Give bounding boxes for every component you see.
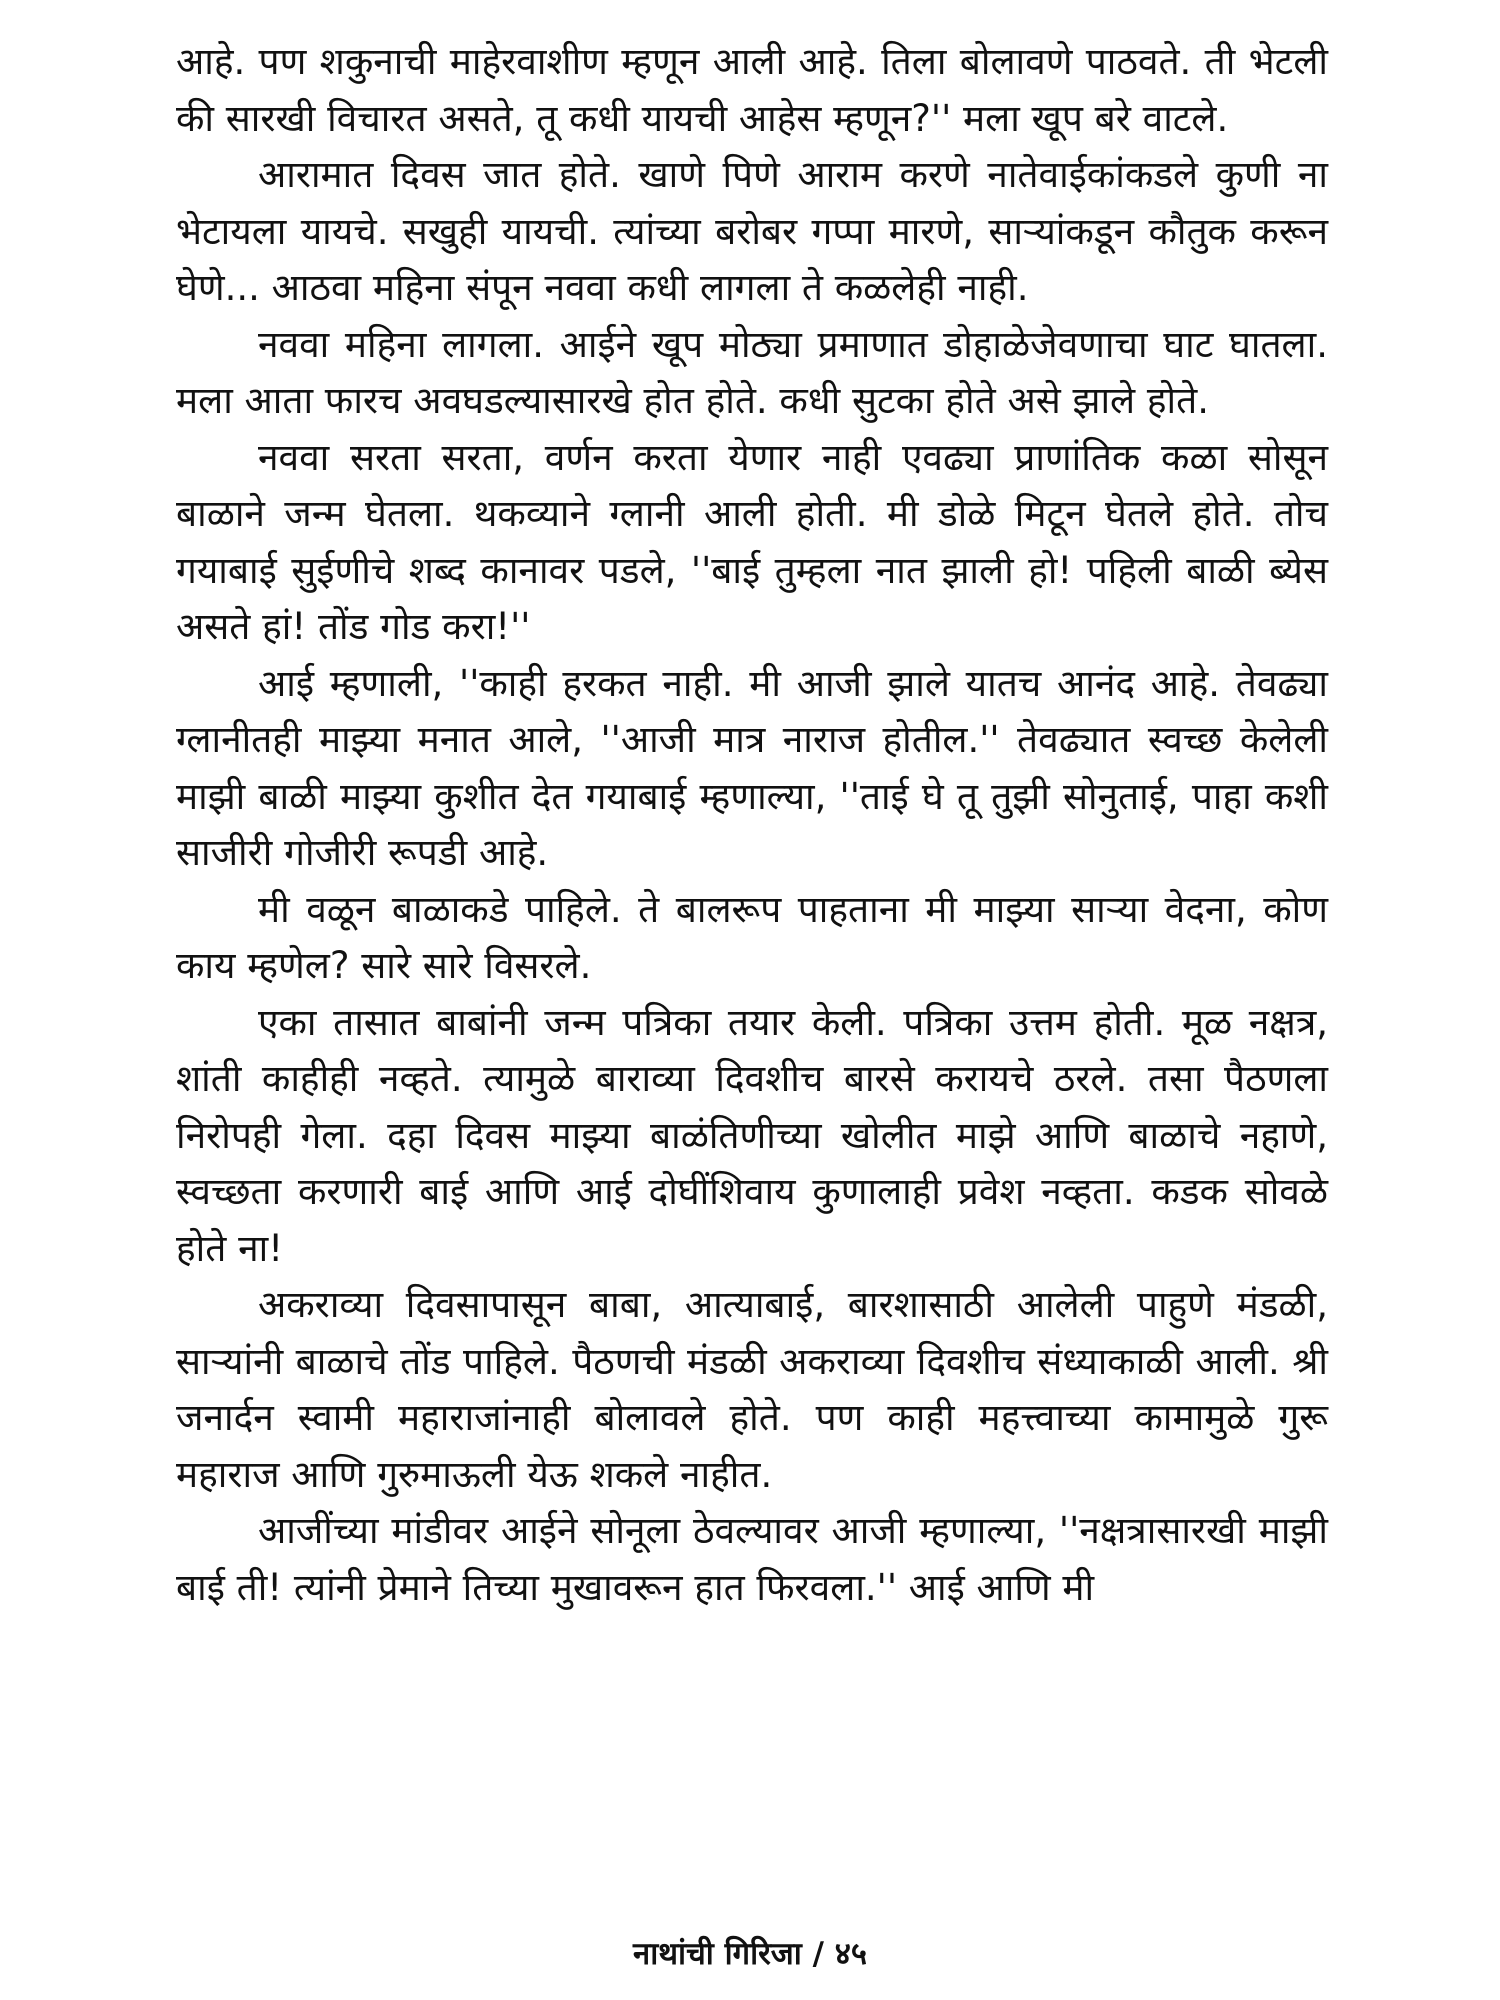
paragraph-2: आरामात दिवस जात होते. खाणे पिणे आराम करणे नातेवाईकांकडले कुणी ना भेटायला यायचे. सखुही यायची. त्यांच्या बरोबर गप्पा मारणे, साऱ्यांकडून कौतुक करून घेणे... आठवा महिना संपून नववा कधी लागला ते कळलेही नाही.: [176, 153, 1328, 309]
paragraph-9: आजींच्या मांडीवर आईने सोनूला ठेवल्यावर आजी म्हणाल्या, ''नक्षत्रासारखी माझी बाई ती! त्यांनी प्रेमाने तिच्या मुखावरून हात फिरवला.'' आई आणि मी: [176, 1509, 1328, 1609]
paragraph-7: एका तासात बाबांनी जन्म पत्रिका तयार केली. पत्रिका उत्तम होती. मूळ नक्षत्र, शांती काहीही नव्हते. त्यामुळे बाराव्या दिवशीच बारसे करायचे ठरले. तसा पैठणला निरोपही गेला. दहा दिवस माझ्या बाळंतिणीच्या खोलीत माझे आणि बाळाचे नहाणे, स्वच्छता करणारी बाई आणि आई दोघींशिवाय कुणालाही प्रवेश नव्हता. कडक सोवळे होते ना!: [176, 1000, 1328, 1270]
paragraph-1: आहे. पण शकुनाची माहेरवाशीण म्हणून आली आहे. तिला बोलावणे पाठवते. ती भेटली की सारखी विचारत असते, तू कधी यायची आहेस म्हणून?'' मला खूप बरे वाटले.: [176, 40, 1328, 140]
page-footer: नाथांची गिरिजा / ४५: [633, 1936, 867, 1972]
paragraph-4: नववा सरता सरता, वर्णन करता येणार नाही एवढ्या प्राणांतिक कळा सोसून बाळाने जन्म घेतला. थकव्याने ग्लानी आली होती. मी डोळे मिटून घेतले होते. तोच गयाबाई सुईणीचे शब्द कानावर पडले, ''बाई तुम्हला नात झाली हो! पहिली बाळी ब्येस असते हां! तोंड गोड करा!'': [176, 435, 1328, 648]
paragraph-6: मी वळून बाळाकडे पाहिले. ते बालरूप पाहताना मी माझ्या साऱ्या वेदना, कोण काय म्हणेल? सारे सारे विसरले.: [176, 887, 1328, 987]
page-body-text: [176, 34, 1328, 1616]
paragraph-3: नववा महिना लागला. आईने खूप मोठ्या प्रमाणात डोहाळेजेवणाचा घाट घातला. मला आता फारच अवघडल्यासारखे होत होते. कधी सुटका होते असे झाले होते.: [176, 322, 1328, 422]
paragraph-8: अकराव्या दिवसापासून बाबा, आत्याबाई, बारशासाठी आलेली पाहुणे मंडळी, साऱ्यांनी बाळाचे तोंड पाहिले. पैठणची मंडळी अकराव्या दिवशीच संध्याकाळी आली. श्री जनार्दन स्वामी महाराजांनाही बोलावले होते. पण काही महत्त्वाच्या कामामुळे गुरू महाराज आणि गुरुमाऊली येऊ शकले नाहीत.: [176, 1283, 1328, 1496]
paragraph-5: आई म्हणाली, ''काही हरकत नाही. मी आजी झाले यातच आनंद आहे. तेवढ्या ग्लानीतही माझ्या मनात आले, ''आजी मात्र नाराज होतील.'' तेवढ्यात स्वच्छ केलेली माझी बाळी माझ्या कुशीत देत गयाबाई म्हणाल्या, ''ताई घे तू तुझी सोनुताई, पाहा कशी साजीरी गोजीरी रूपडी आहे.: [176, 661, 1328, 874]
